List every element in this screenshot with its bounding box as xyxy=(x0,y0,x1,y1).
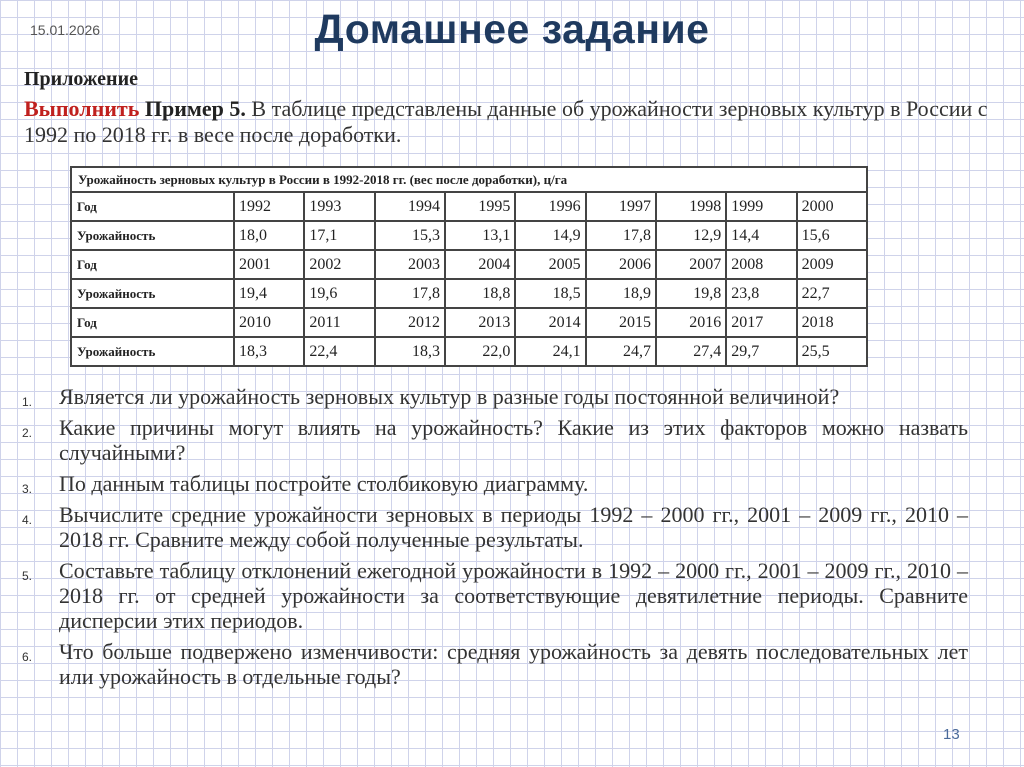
year-row xyxy=(71,250,867,279)
yield-row xyxy=(71,337,867,366)
task-intro xyxy=(24,96,994,148)
year-cell: 1997 xyxy=(586,192,656,221)
yield-cell: 15,3 xyxy=(375,221,445,250)
year-cell: 2014 xyxy=(515,308,585,337)
question-item xyxy=(22,558,968,633)
yield-row xyxy=(71,279,867,308)
question-number: 6. xyxy=(22,650,33,664)
action-word: Выполнить xyxy=(24,96,140,121)
question-number: 1. xyxy=(22,395,33,409)
year-cell: 2011 xyxy=(304,308,374,337)
yield-cell: 17,8 xyxy=(586,221,656,250)
year-cell: 2003 xyxy=(375,250,445,279)
year-cell: 2005 xyxy=(515,250,585,279)
slide-date: 15.01.2026 xyxy=(30,22,101,38)
question-text: Какие причины могут влиять на урожайность? Какие из этих факторов можно назвать случайными? xyxy=(59,415,968,465)
yield-cell: 19,8 xyxy=(656,279,726,308)
yield-cell: 22,0 xyxy=(445,337,515,366)
table-caption-row xyxy=(71,167,867,192)
yield-cell: 14,9 xyxy=(515,221,585,250)
year-cell: 2007 xyxy=(656,250,726,279)
yield-cell: 22,7 xyxy=(797,279,867,308)
yield-cell: 13,1 xyxy=(445,221,515,250)
year-row-label: Год xyxy=(71,250,234,279)
yield-cell: 17,1 xyxy=(304,221,374,250)
year-cell: 2017 xyxy=(726,308,796,337)
question-item xyxy=(22,502,968,552)
year-cell: 2001 xyxy=(234,250,304,279)
year-cell: 1993 xyxy=(304,192,374,221)
question-text: Что больше подвержено изменчивости: средняя урожайность за девять последовательных лет или урожайность в отдельные годы? xyxy=(59,639,968,689)
yield-cell: 29,7 xyxy=(726,337,796,366)
year-cell: 2018 xyxy=(797,308,867,337)
yield-cell: 17,8 xyxy=(375,279,445,308)
question-item xyxy=(22,384,968,409)
question-list xyxy=(22,384,968,695)
yield-cell: 24,1 xyxy=(515,337,585,366)
year-cell: 1995 xyxy=(445,192,515,221)
question-text: По данным таблицы постройте столбиковую диаграмму. xyxy=(59,471,589,496)
question-item xyxy=(22,415,968,465)
question-item xyxy=(22,639,968,689)
year-cell: 2015 xyxy=(586,308,656,337)
year-cell: 2012 xyxy=(375,308,445,337)
yield-cell: 15,6 xyxy=(797,221,867,250)
example-label: Пример 5. xyxy=(144,96,246,121)
question-text: Является ли урожайность зерновых культур в разные годы постоянной величиной? xyxy=(59,384,840,409)
question-number: 5. xyxy=(22,569,33,583)
year-cell: 2002 xyxy=(304,250,374,279)
year-cell: 2006 xyxy=(586,250,656,279)
year-cell: 2009 xyxy=(797,250,867,279)
year-cell: 1994 xyxy=(375,192,445,221)
year-cell: 2016 xyxy=(656,308,726,337)
year-row xyxy=(71,308,867,337)
yield-cell: 14,4 xyxy=(726,221,796,250)
yield-cell: 18,9 xyxy=(586,279,656,308)
question-item xyxy=(22,471,968,496)
year-cell: 1996 xyxy=(515,192,585,221)
yield-cell: 27,4 xyxy=(656,337,726,366)
slide-title: Домашнее задание xyxy=(314,6,710,52)
yield-cell: 18,8 xyxy=(445,279,515,308)
intro-text: В таблице представлены данные об урожайности зерновых культур в России с 1992 по 2018 гг. в весе после доработки. xyxy=(24,96,988,147)
year-cell: 2013 xyxy=(445,308,515,337)
page-number: 13 xyxy=(943,726,960,743)
yield-cell: 22,4 xyxy=(304,337,374,366)
yield-table xyxy=(70,166,868,367)
question-number: 4. xyxy=(22,513,33,527)
yield-cell: 19,4 xyxy=(234,279,304,308)
year-row xyxy=(71,192,867,221)
yield-row-label: Урожайность xyxy=(71,221,234,250)
year-cell: 2010 xyxy=(234,308,304,337)
yield-cell: 18,3 xyxy=(375,337,445,366)
yield-row xyxy=(71,221,867,250)
year-cell: 2008 xyxy=(726,250,796,279)
year-row-label: Год xyxy=(71,308,234,337)
year-cell: 1992 xyxy=(234,192,304,221)
yield-cell: 18,3 xyxy=(234,337,304,366)
year-cell: 2004 xyxy=(445,250,515,279)
year-row-label: Год xyxy=(71,192,234,221)
year-cell: 1999 xyxy=(726,192,796,221)
question-text: Вычислите средние урожайности зерновых в периоды 1992 – 2000 гг., 2001 – 2009 гг., 2010 – 2018 гг. Сравните между собой полученные результаты. xyxy=(59,502,968,552)
year-cell: 2000 xyxy=(797,192,867,221)
question-number: 2. xyxy=(22,426,33,440)
year-cell: 1998 xyxy=(656,192,726,221)
question-text: Составьте таблицу отклонений ежегодной урожайности в 1992 – 2000 гг., 2001 – 2009 гг., 2010 – 2018 гг. от средней урожайности за соответствующие девятилетние периоды. Сравните дисперсии этих периодов. xyxy=(59,558,968,633)
yield-cell: 18,0 xyxy=(234,221,304,250)
table-caption: Урожайность зерновых культур в России в 1992-2018 гг. (вес после доработки), ц/га xyxy=(71,167,867,192)
yield-cell: 19,6 xyxy=(304,279,374,308)
yield-row-label: Урожайность xyxy=(71,337,234,366)
appendix-label: Приложение xyxy=(24,68,138,90)
yield-cell: 24,7 xyxy=(586,337,656,366)
question-number: 3. xyxy=(22,482,33,496)
yield-cell: 18,5 xyxy=(515,279,585,308)
yield-cell: 12,9 xyxy=(656,221,726,250)
yield-cell: 23,8 xyxy=(726,279,796,308)
yield-cell: 25,5 xyxy=(797,337,867,366)
yield-row-label: Урожайность xyxy=(71,279,234,308)
